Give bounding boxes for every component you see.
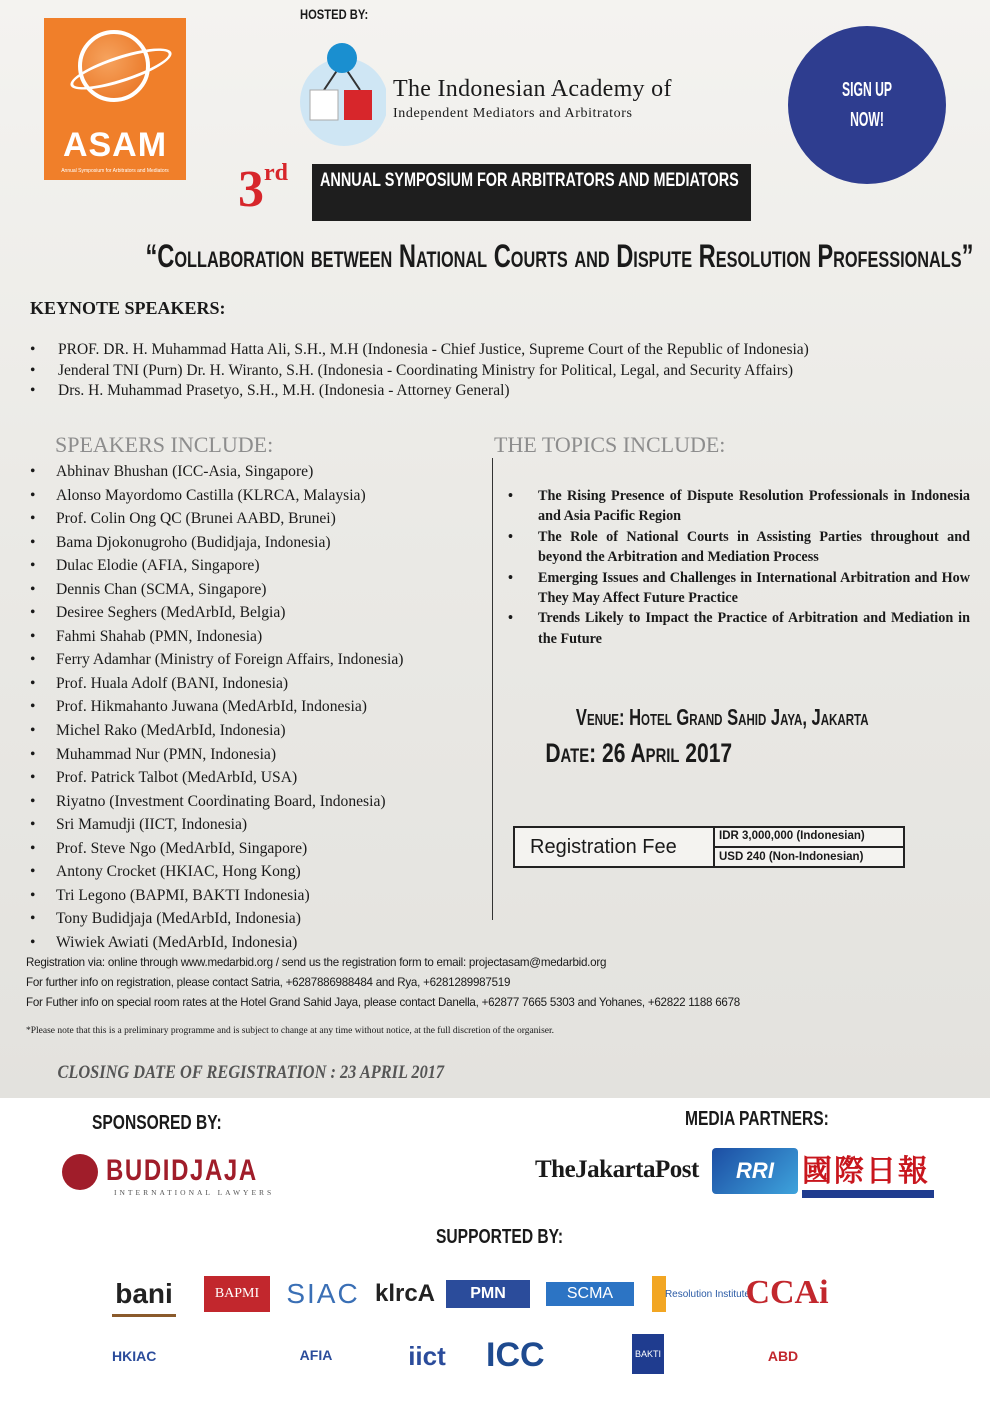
speaker-item: • Wiwiek Awiati (MedArbId, Indonesia) xyxy=(30,931,480,955)
bapmi-logo: BAPMI xyxy=(204,1276,270,1312)
speakers-list xyxy=(30,460,480,954)
venue-label: Venue: xyxy=(575,704,625,730)
bakti-logo: BAKTI xyxy=(632,1334,726,1374)
rri-logo: RRI xyxy=(712,1148,798,1194)
topic-item: • Emerging Issues and Challenges in International Arbitration and How They May Affect Future Practice xyxy=(508,568,970,609)
speaker-item: • Prof. Huala Adolf (BANI, Indonesia) xyxy=(30,672,480,696)
speaker-item: • Abhinav Bhushan (ICC-Asia, Singapore) xyxy=(30,460,480,484)
registration-info-line: Registration via: online through www.medarbid.org / send us the registration form to email: projectasam@medarbid.org xyxy=(26,956,607,969)
asam-logo-name: ASAM xyxy=(62,126,168,164)
speaker-item: • Prof. Colin Ong QC (Brunei AABD, Brunei) xyxy=(30,507,480,531)
budidjaja-mark-icon xyxy=(62,1154,98,1190)
symposium-theme-text: “Collaboration between National Courts and Dispute Resolution Professionals” xyxy=(145,238,974,274)
fee-indonesian: IDR 3,000,000 (Indonesian) xyxy=(719,830,865,842)
speaker-item: • Michel Rako (MedArbId, Indonesia) xyxy=(30,719,480,743)
budidjaja-name: BUDIDJAJA xyxy=(106,1154,258,1187)
speaker-item: • Riyatno (Investment Coordinating Board, Indonesia) xyxy=(30,790,480,814)
icc-logo: ICC xyxy=(486,1335,545,1374)
fee-row-divider xyxy=(713,846,905,848)
topic-item: • Trends Likely to Impact the Practice of Arbitration and Mediation in the Future xyxy=(508,608,970,649)
edition-value: 3 xyxy=(238,161,264,218)
edition-suffix: rd xyxy=(264,159,288,186)
sign-up-line1: SIGN UP xyxy=(841,79,893,101)
symposium-theme xyxy=(0,238,990,275)
speaker-item: • Muhammad Nur (PMN, Indonesia) xyxy=(30,743,480,767)
speaker-item: • Sri Mamudji (IICT, Indonesia) xyxy=(30,813,480,837)
asam-logo-subtitle: Annual Symposium for Arbitrators and Mediators xyxy=(61,168,169,174)
abd-logo: ABD xyxy=(767,1348,799,1364)
keynote-item: • Jenderal TNI (Purn) Dr. H. Wiranto, S.H. (Indonesia - Coordinating Ministry for Political, Legal, and Security Affairs) xyxy=(30,361,970,382)
afia-logo: AFIA xyxy=(299,1347,333,1363)
pmn-logo: PMN xyxy=(446,1280,530,1308)
resolution-institute-logo: Resolution Institute xyxy=(652,1276,750,1312)
scma-logo: SCMA xyxy=(546,1282,634,1306)
topic-item: • The Rising Presence of Dispute Resolution Professionals in Indonesia and Asia Pacific Region xyxy=(508,486,970,527)
jakarta-post-logo: TheJakartaPost xyxy=(535,1156,699,1183)
room-rates-line: For Futher info on special room rates at the Hotel Grand Sahid Jaya, please contact Danella, +62877 7665 5303 and Yohanes, +62822 1188 6678 xyxy=(26,996,741,1009)
edition-number xyxy=(238,160,288,219)
venue xyxy=(576,704,869,731)
siac-logo: SIAC xyxy=(286,1278,360,1309)
hosted-by-label: HOSTED BY: xyxy=(300,6,369,22)
globe-icon xyxy=(78,30,150,102)
ccai-logo: CCAi xyxy=(745,1274,829,1311)
disclaimer-note: *Please note that this is a preliminary programme and is subject to change at any time without notice, at the full discretion of the organiser. xyxy=(26,1026,554,1036)
guoji-ribao-bar xyxy=(802,1190,934,1198)
keynote-item: • PROF. DR. H. Muhammad Hatta Ali, S.H., M.H (Indonesia - Chief Justice, Supreme Court of the Republic of Indonesia) xyxy=(30,340,970,361)
registration-fee-label: Registration Fee xyxy=(530,836,677,858)
keynote-heading: KEYNOTE SPEAKERS: xyxy=(30,298,226,318)
host-subtitle: Independent Mediators and Arbitrators xyxy=(393,106,633,121)
date-label: Date: xyxy=(545,738,597,768)
topic-item: • The Role of National Courts in Assisting Parties throughout and beyond the Arbitration and Mediation Process xyxy=(508,527,970,568)
hkiac-logo: HKIAC xyxy=(112,1348,157,1364)
speaker-item: • Antony Crocket (HKIAC, Hong Kong) xyxy=(30,860,480,884)
speaker-item: • Tony Budidjaja (MedArbId, Indonesia) xyxy=(30,907,480,931)
bani-logo: bani xyxy=(112,1274,176,1317)
closing-date: CLOSING DATE OF REGISTRATION : 23 APRIL 2017 xyxy=(57,1062,445,1083)
topics-list xyxy=(508,486,970,649)
speaker-item: • Prof. Hikmahanto Juwana (MedArbId, Indonesia) xyxy=(30,695,480,719)
sponsored-by-heading: SPONSORED BY: xyxy=(92,1112,222,1134)
topics-heading: THE TOPICS INCLUDE: xyxy=(494,432,726,457)
registration-contact-line: For further info on registration, please contact Satria, +6287886988484 and Rya, +6281289987519 xyxy=(26,976,511,989)
speakers-heading: SPEAKERS INCLUDE: xyxy=(55,432,274,457)
host-name: The Indonesian Academy of xyxy=(393,76,672,102)
date-value: 26 April 2017 xyxy=(601,738,733,768)
speaker-item: • Tri Legono (BAPMI, BAKTI Indonesia) xyxy=(30,884,480,908)
keynote-item: • Drs. H. Muhammad Prasetyo, S.H., M.H. (Indonesia - Attorney General) xyxy=(30,381,970,402)
keynote-list xyxy=(30,340,970,402)
speaker-item: • Desiree Seghers (MedArbId, Belgia) xyxy=(30,601,480,625)
asam-logo xyxy=(44,18,186,180)
speaker-item: • Alonso Mayordomo Castilla (KLRCA, Malaysia) xyxy=(30,484,480,508)
speaker-item: • Fahmi Shahab (PMN, Indonesia) xyxy=(30,625,480,649)
speaker-item: • Dennis Chan (SCMA, Singapore) xyxy=(30,578,480,602)
guoji-ribao-logo xyxy=(802,1146,934,1198)
media-partners-heading: MEDIA PARTNERS: xyxy=(685,1108,829,1130)
speaker-item: • Prof. Steve Ngo (MedArbId, Singapore) xyxy=(30,837,480,861)
supported-by-heading: SUPPORTED BY: xyxy=(436,1226,564,1248)
sign-up-button[interactable] xyxy=(788,26,946,184)
iict-logo: iict xyxy=(408,1340,446,1371)
guoji-ribao-name: 國際日報 xyxy=(802,1155,930,1188)
speaker-item: • Prof. Patrick Talbot (MedArbId, USA) xyxy=(30,766,480,790)
sign-up-line2: NOW! xyxy=(850,109,884,131)
budidjaja-tagline: INTERNATIONAL LAWYERS xyxy=(114,1188,275,1197)
column-divider xyxy=(492,458,493,920)
symposium-title: ANNUAL SYMPOSIUM FOR ARBITRATORS AND MEDIATORS xyxy=(320,170,739,191)
speaker-item: • Bama Djokonugroho (Budidjaja, Indonesia) xyxy=(30,531,480,555)
speaker-item: • Ferry Adamhar (Ministry of Foreign Affairs, Indonesia) xyxy=(30,648,480,672)
fee-non-indonesian: USD 240 (Non-Indonesian) xyxy=(719,851,864,863)
event-date xyxy=(545,738,732,769)
iamad-logo-icon xyxy=(296,40,386,150)
venue-value: Hotel Grand Sahid Jaya, Jakarta xyxy=(629,704,869,730)
speaker-item: • Dulac Elodie (AFIA, Singapore) xyxy=(30,554,480,578)
klrca-logo: klrcA xyxy=(374,1280,436,1307)
